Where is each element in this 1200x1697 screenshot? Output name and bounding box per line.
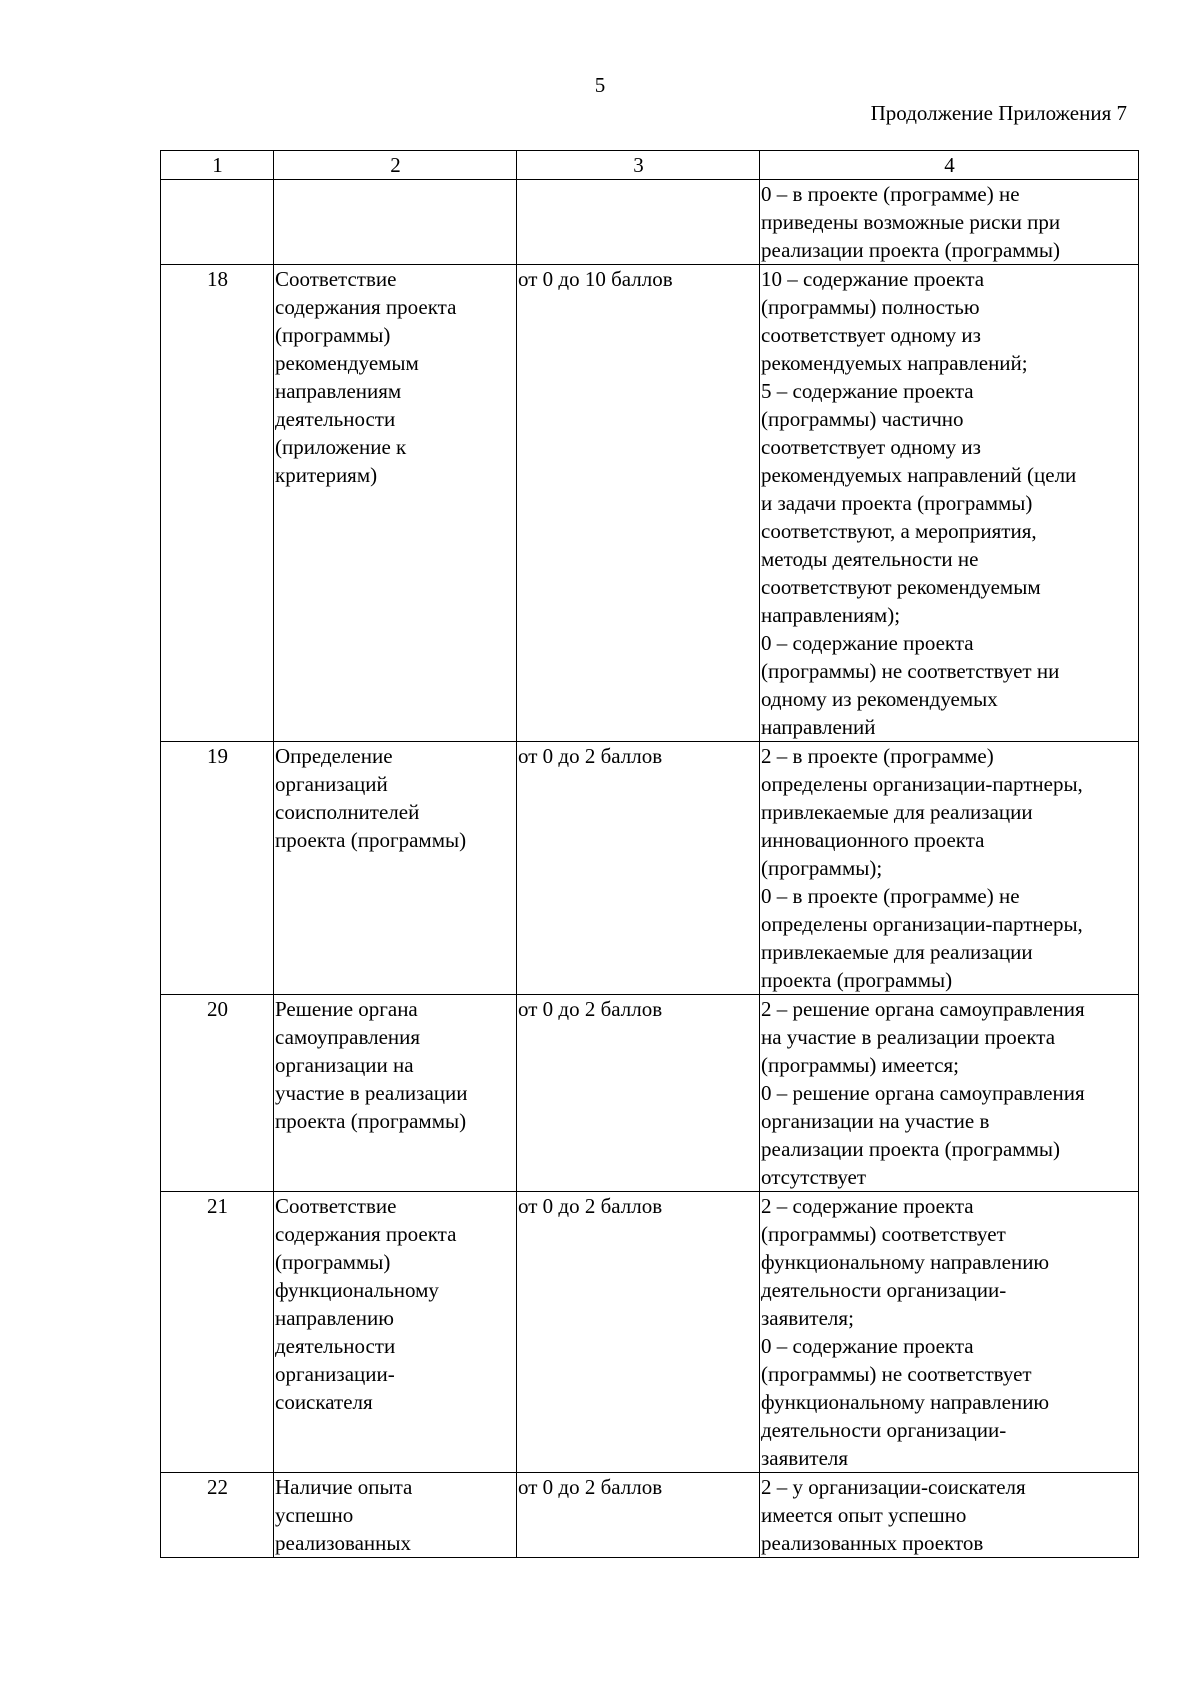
score-description-line: соответствует одному из (761, 435, 981, 459)
criterion-name-line: соискателя (275, 1390, 373, 1414)
criterion-name-line: проекта (программы) (275, 828, 467, 852)
score-description-line: приведены возможные риски при (761, 210, 1061, 234)
score-description-line: на участие в реализации проекта (761, 1025, 1056, 1049)
score-range: от 0 до 2 баллов (517, 995, 760, 1192)
criterion-name (274, 180, 517, 265)
score-description-line: (программы) полностью (761, 295, 980, 319)
criterion-name (274, 1192, 517, 1473)
column-header-1: 1 (161, 151, 274, 180)
criterion-name-line: участие в реализации (275, 1081, 468, 1105)
score-description-line: методы деятельности не (761, 547, 979, 571)
criterion-name (274, 742, 517, 995)
criterion-name-line: Решение органа (275, 997, 418, 1021)
score-description-line: соответствуют, а мероприятия, (761, 519, 1037, 543)
score-description-line: 2 – содержание проекта (761, 1194, 974, 1218)
score-description-line: (программы) соответствует (761, 1222, 1006, 1246)
criterion-name-line: (программы) (275, 1250, 391, 1274)
score-description (760, 742, 1139, 995)
table-row (161, 180, 1139, 265)
score-description-line: соответствуют рекомендуемым (761, 575, 1041, 599)
page-number: 5 (594, 73, 606, 97)
score-range: от 0 до 2 баллов (517, 1473, 760, 1558)
score-description-line: деятельности организации- (761, 1418, 1007, 1442)
score-description-line: (программы) частично (761, 407, 964, 431)
score-description-line: и задачи проекта (программы) (761, 491, 1033, 515)
score-description-line: (программы) имеется; (761, 1053, 960, 1077)
criteria-table-body (161, 151, 1139, 1558)
score-description-line: 0 – в проекте (программе) не (761, 182, 1020, 206)
score-description (760, 265, 1139, 742)
score-description-line: определены организации-партнеры, (761, 772, 1083, 796)
criterion-name-line: соисполнителей (275, 800, 420, 824)
criterion-name-line: Определение (275, 744, 393, 768)
criterion-name-line: Наличие опыта (275, 1475, 413, 1499)
score-description-line: организации на участие в (761, 1109, 990, 1133)
score-description-line: 10 – содержание проекта (761, 267, 985, 291)
score-range: от 0 до 2 баллов (517, 742, 760, 995)
column-header-4: 4 (760, 151, 1139, 180)
criterion-name-line: (программы) (275, 323, 391, 347)
score-description-line: реализованных проектов (761, 1531, 984, 1555)
criteria-table (160, 150, 1139, 1558)
score-description-line: реализации проекта (программы) (761, 1137, 1060, 1161)
score-description-line: деятельности организации- (761, 1278, 1007, 1302)
score-description-line: (программы) не соответствует ни (761, 659, 1060, 683)
criterion-name (274, 995, 517, 1192)
score-description-line: 0 – содержание проекта (761, 1334, 974, 1358)
criterion-name-line: критериям) (275, 463, 378, 487)
score-description-line: проекта (программы) (761, 968, 953, 992)
criterion-name-line: деятельности (275, 1334, 396, 1358)
table-row (161, 995, 1139, 1192)
criterion-name-line: направлению (275, 1306, 394, 1330)
score-description-line: рекомендуемых направлений; (761, 351, 1028, 375)
score-description-line: (программы) не соответствует (761, 1362, 1032, 1386)
criterion-name-line: организаций (275, 772, 388, 796)
score-description-line: 5 – содержание проекта (761, 379, 974, 403)
score-description (760, 995, 1139, 1192)
score-description-line: 0 – содержание проекта (761, 631, 974, 655)
score-description-line: заявителя; (761, 1306, 854, 1330)
criterion-name-line: Соответствие (275, 267, 397, 291)
score-description-line: определены организации-партнеры, (761, 912, 1083, 936)
criterion-name-line: функциональному (275, 1278, 439, 1302)
score-description-line: одному из рекомендуемых (761, 687, 998, 711)
criterion-name (274, 1473, 517, 1558)
table-row (161, 265, 1139, 742)
score-description-line: заявителя (761, 1446, 849, 1470)
criterion-name (274, 265, 517, 742)
criterion-name-line: организации на (275, 1053, 414, 1077)
criterion-name-line: содержания проекта (275, 1222, 457, 1246)
criterion-name-line: рекомендуемым (275, 351, 419, 375)
score-description-line: 0 – решение органа самоуправления (761, 1081, 1085, 1105)
score-description-line: реализации проекта (программы) (761, 238, 1060, 262)
table-row (161, 1192, 1139, 1473)
criterion-number: 22 (161, 1473, 274, 1558)
score-description-line: привлекаемые для реализации (761, 800, 1033, 824)
table-row (161, 1473, 1139, 1558)
table-row (161, 742, 1139, 995)
score-description-line: (программы); (761, 856, 883, 880)
criterion-name-line: деятельности (275, 407, 396, 431)
score-description-line: рекомендуемых направлений (цели (761, 463, 1077, 487)
criterion-name-line: содержания проекта (275, 295, 457, 319)
score-range: от 0 до 2 баллов (517, 1192, 760, 1473)
appendix-continuation-title: Продолжение Приложения 7 (870, 101, 1127, 125)
score-description-line: 2 – решение органа самоуправления (761, 997, 1085, 1021)
score-description-line: соответствует одному из (761, 323, 981, 347)
score-description (760, 180, 1139, 265)
criterion-name-line: (приложение к (275, 435, 407, 459)
score-description-line: 0 – в проекте (программе) не (761, 884, 1020, 908)
criterion-name-line: самоуправления (275, 1025, 421, 1049)
score-description-line: функциональному направлению (761, 1390, 1050, 1414)
score-description-line: привлекаемые для реализации (761, 940, 1033, 964)
criterion-number: 21 (161, 1192, 274, 1473)
criterion-name-line: направлениям (275, 379, 402, 403)
criterion-number: 19 (161, 742, 274, 995)
criterion-number (161, 180, 274, 265)
score-description (760, 1192, 1139, 1473)
criterion-name-line: реализованных (275, 1531, 412, 1555)
criterion-number: 20 (161, 995, 274, 1192)
criterion-name-line: Соответствие (275, 1194, 397, 1218)
score-description-line: 2 – у организации-соискателя (761, 1475, 1026, 1499)
score-description-line: имеется опыт успешно (761, 1503, 967, 1527)
score-description-line: функциональному направлению (761, 1250, 1050, 1274)
score-description-line: 2 – в проекте (программе) (761, 744, 994, 768)
column-header-3: 3 (517, 151, 760, 180)
criterion-name-line: организации- (275, 1362, 395, 1386)
criterion-number: 18 (161, 265, 274, 742)
score-description-line: направлений (761, 715, 876, 739)
score-description-line: отсутствует (761, 1165, 867, 1189)
score-description-line: направлениям); (761, 603, 901, 627)
column-header-2: 2 (274, 151, 517, 180)
score-range: от 0 до 10 баллов (517, 265, 760, 742)
score-range (517, 180, 760, 265)
criterion-name-line: успешно (275, 1503, 354, 1527)
score-description-line: инновационного проекта (761, 828, 985, 852)
criterion-name-line: проекта (программы) (275, 1109, 467, 1133)
table-header-row (161, 151, 1139, 180)
score-description (760, 1473, 1139, 1558)
